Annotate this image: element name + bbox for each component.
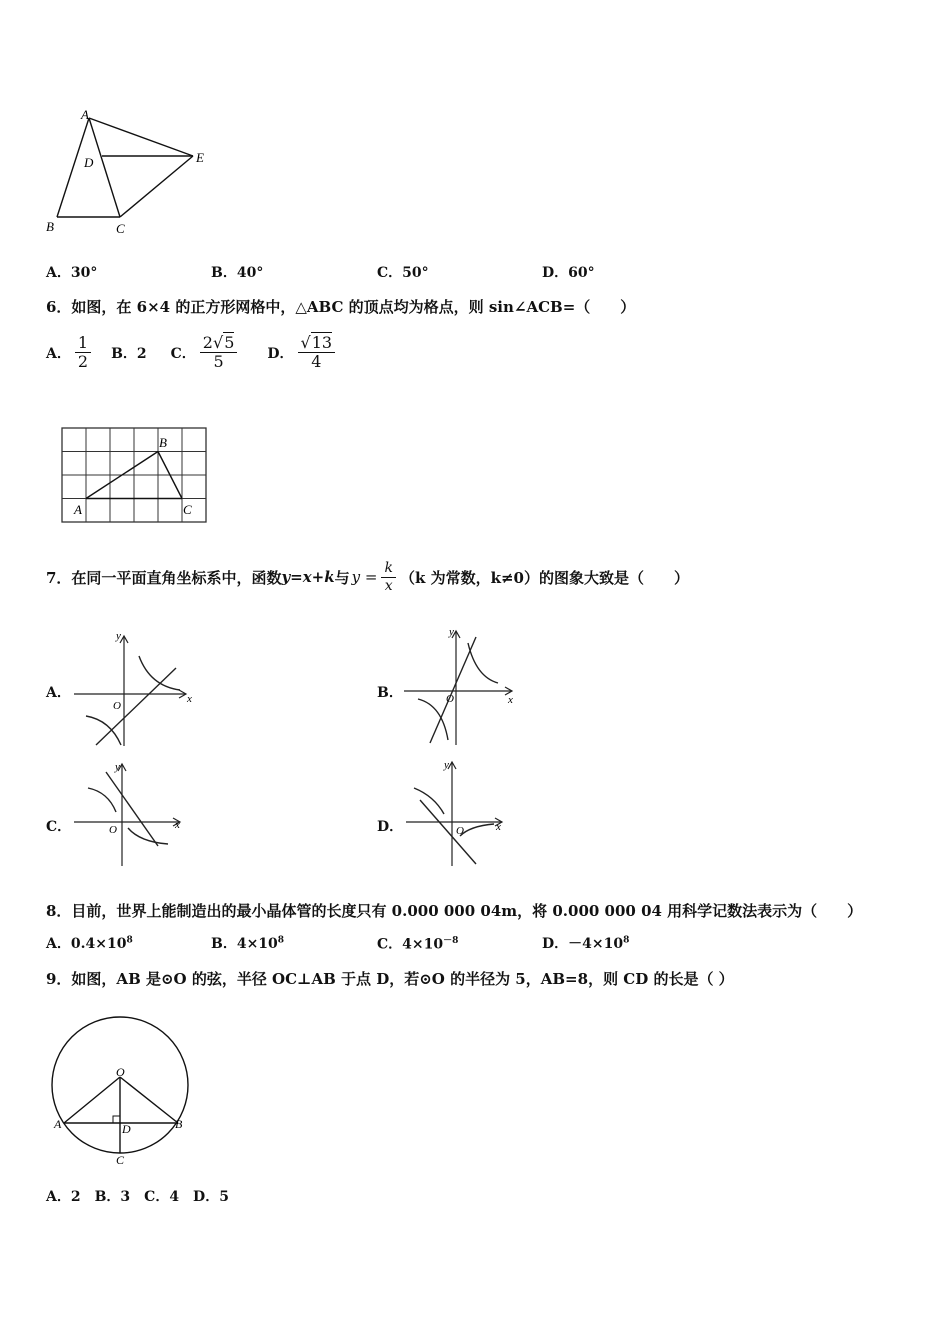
q8-option-b-exp: 8: [277, 935, 285, 946]
q7-stem: [46, 552, 689, 602]
q7-a-y-label: y: [116, 630, 121, 642]
q5-option-a[interactable]: A．30°: [46, 265, 98, 281]
q6-options: [46, 334, 339, 372]
q9-radius-ob: [120, 1077, 178, 1123]
q6-option-d[interactable]: [267, 334, 339, 372]
q7-option-c-label[interactable]: C．: [46, 819, 72, 835]
q5-label-a: A: [81, 107, 89, 122]
q8-option-a-exp: 8: [126, 935, 133, 946]
q8-option-d[interactable]: [542, 933, 629, 953]
q9-stem: 9．如图，AB 是⊙O 的弦，半径 OC⊥AB 于点 D，若⊙O 的半径为 5，AB=8，则 CD 的长是（ ）: [46, 970, 734, 988]
q6-grid-figure: [58, 425, 218, 527]
q7-c-x-label: x: [175, 819, 180, 831]
q7-option-d-label[interactable]: D．: [377, 819, 404, 835]
q6-option-c[interactable]: [171, 334, 242, 372]
q5-label-b: B: [46, 219, 54, 234]
q7-stem-pre: 7．在同一平面直角坐标系中，函数: [46, 568, 282, 587]
q7-b-origin-label: O: [446, 693, 454, 705]
q6-option-c-coef: 2: [202, 333, 213, 352]
q6-label-c: C: [183, 502, 192, 517]
q7-b-x-label: x: [508, 694, 513, 706]
q6-option-c-label: C．: [170, 345, 196, 362]
q9-circle-figure: [46, 1000, 196, 1168]
q5-edge-ac: [89, 118, 120, 217]
q6-label-a: A: [74, 502, 82, 517]
q8-option-c-exp: －8: [443, 936, 459, 946]
q7-graph-c[interactable]: [68, 760, 198, 868]
q9-label-c: C: [116, 1153, 125, 1167]
q6-option-d-fraction: [298, 334, 336, 372]
q5-option-b[interactable]: B．40°: [211, 265, 264, 281]
q6-stem: 6．如图，在 6×4 的正方形网格中，△ABC 的顶点均为格点，则 sin∠ACB=（ ）: [46, 298, 636, 316]
q6-option-d-denominator: 4: [311, 352, 322, 372]
q9-right-angle-mark: [113, 1116, 120, 1123]
q6-option-b[interactable]: B．2: [111, 345, 147, 362]
q5-option-c[interactable]: C．50°: [377, 265, 429, 281]
q7-frac-num: k: [381, 560, 395, 577]
q9-label-d: D: [122, 1122, 131, 1136]
q9-label-b: B: [175, 1117, 183, 1131]
q6-option-d-radicand: 13: [311, 333, 333, 352]
q7-b-y-label: y: [449, 626, 454, 638]
q8-option-c[interactable]: [377, 933, 458, 954]
q8-option-a[interactable]: [46, 933, 133, 953]
q6-option-a-numerator: 1: [75, 334, 91, 353]
q5-edge-ae: [89, 118, 193, 156]
q5-triangle-figure: [40, 105, 220, 240]
q7-stem-func: y=x+k: [281, 568, 335, 586]
q6-option-c-fraction: [200, 334, 238, 372]
q7-a-origin-label: O: [113, 700, 121, 712]
q8-stem: 8．目前，世界上能制造出的最小晶体管的长度只有 0.000 000 04m，将 0.000 000 04 用科学记数法表示为（ ）: [46, 902, 863, 920]
q6-option-d-label: D．: [267, 345, 294, 362]
q7-graph-d[interactable]: [400, 758, 530, 868]
q7-fraction: [381, 560, 395, 593]
q7-graph-a[interactable]: [68, 628, 198, 750]
q7-c-y-label: y: [115, 761, 120, 773]
q7-c-origin-label: O: [109, 824, 117, 836]
q7-a-x-label: x: [187, 693, 192, 705]
q7-frac-den: x: [384, 577, 393, 594]
q6-option-c-radicand: 5: [224, 333, 235, 352]
q5-option-d[interactable]: D．60°: [542, 265, 595, 281]
q7-frac-lhs: y =: [351, 568, 378, 586]
q7-option-b-label[interactable]: B．: [377, 685, 403, 701]
q7-graph-b[interactable]: [400, 625, 530, 750]
q6-option-d-numerator: √13: [298, 334, 336, 353]
q6-option-a[interactable]: [46, 334, 95, 372]
q7-option-a-label[interactable]: A．: [46, 685, 71, 701]
q8-option-a-text: A．0.4×10: [46, 936, 127, 952]
q7-stem-mid: 与: [334, 568, 350, 587]
q6-option-c-denominator: 5: [213, 352, 224, 372]
q9-label-a: A: [54, 1117, 62, 1131]
q8-option-b[interactable]: [211, 933, 284, 953]
q6-option-c-numerator: 2√5: [200, 334, 238, 353]
q8-option-b-text: B．4×10: [211, 936, 278, 952]
q8-option-c-text: C．4×10: [377, 936, 444, 953]
q7-stem-post: （k 为常数，k≠0）的图象大致是（ ）: [399, 568, 689, 587]
q9-radius-oa: [64, 1077, 120, 1123]
q5-label-d: D: [84, 155, 94, 170]
q5-edge-ce: [120, 156, 193, 217]
q6-label-b: B: [159, 435, 167, 450]
q7-d-y-label: y: [444, 759, 449, 771]
q6-option-a-label: A．: [46, 345, 71, 362]
q6-option-a-denominator: 2: [77, 352, 89, 372]
q8-option-d-exp: 8: [623, 935, 630, 946]
q5-label-e: E: [196, 150, 204, 165]
q5-label-c: C: [116, 221, 125, 236]
q6-option-a-fraction: [75, 334, 91, 372]
q7-d-origin-label: O: [456, 825, 464, 837]
q7-d-x-label: x: [496, 821, 501, 833]
q8-option-d-text: D．－4×10: [542, 936, 624, 952]
q9-label-o: O: [116, 1065, 125, 1079]
q9-options[interactable]: A．2 B．3 C．4 D．5: [46, 1189, 229, 1205]
